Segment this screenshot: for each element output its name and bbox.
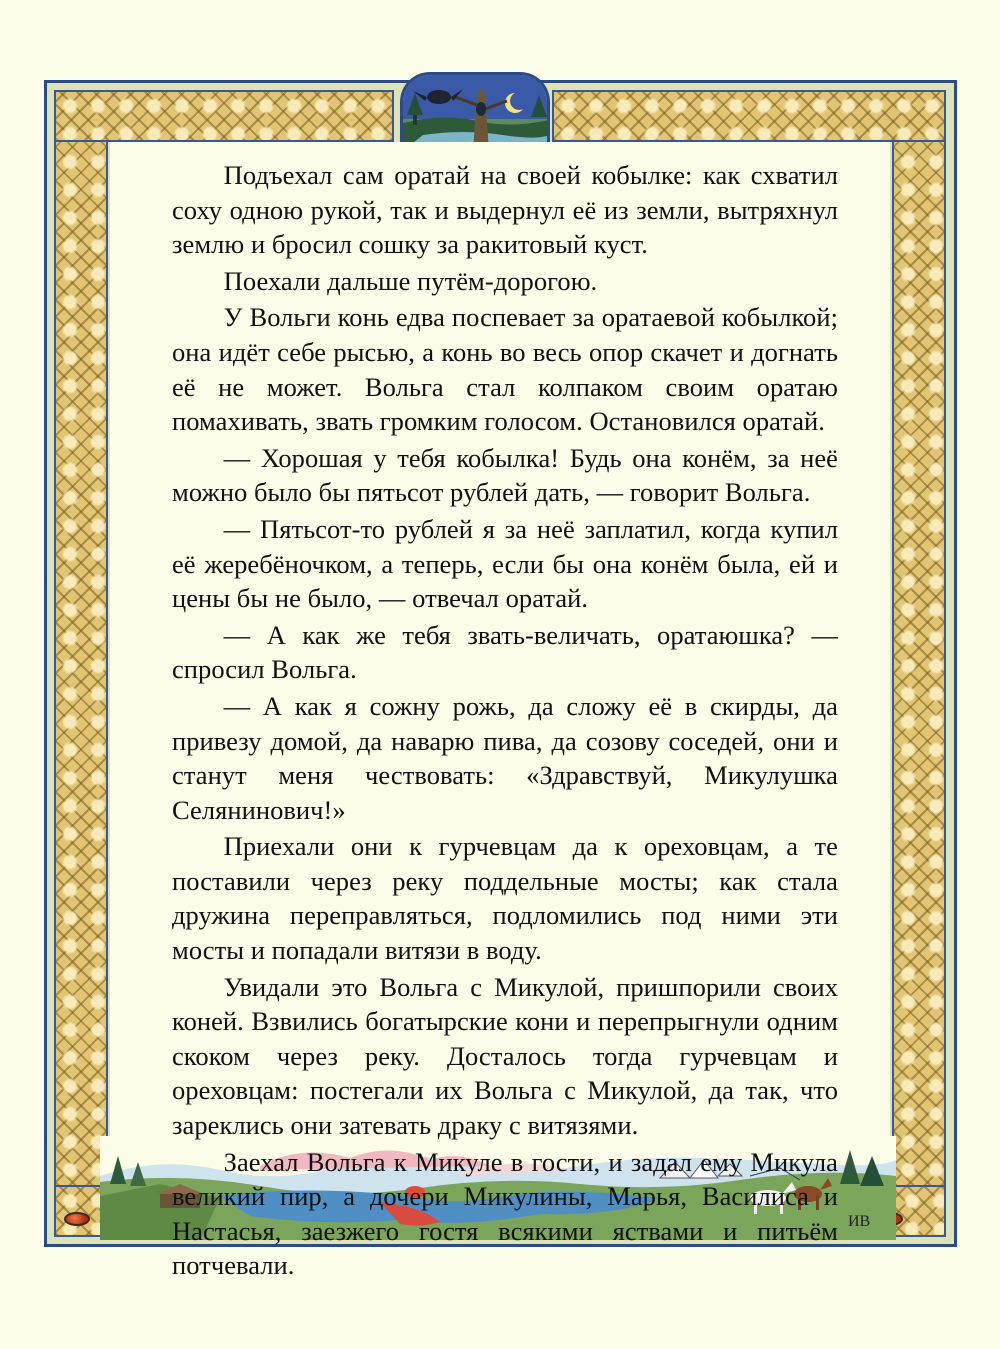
story-text-panel <box>110 142 890 1281</box>
paragraph: У Вольги конь едва поспевает за оратаевой кобылкой; она идёт себе рысью, а конь во весь опор скачет и догнать её не может. Вольга стал колпаком своим оратаю помахивать, звать громким голосом. Остановился оратай. <box>172 302 838 437</box>
signature-monogram: ИВ <box>848 1213 871 1230</box>
paragraph: — Хорошая у тебя кобылка! Будь она конём, за неё можно было бы пятьсот рублей дать, — говорит Вольга. <box>172 442 838 508</box>
paragraph: — А как я сожну рожь, да сложу её в скирды, да привезу домой, да наварю пива, да созову соседей, они и станут меня чествовать: «Здравствуй, Микулушка Селянинович!» <box>172 690 838 825</box>
paragraph: — А как же тебя звать-величать, оратаюшка? — спросил Вольга. <box>172 619 838 685</box>
paragraph: Увидали это Вольга с Микулой, пришпорили своих коней. Взвились богатырские кони и перепрыгнули одним скоком через реку. Досталось тогда гурчевцам и ореховцам: постегали их Вольга с Микулой, да так, что зареклись они затевать драку с витязями. <box>172 971 838 1141</box>
night-scene-owl-moon-icon <box>400 72 550 148</box>
gem-ornament-left-icon <box>64 1212 90 1226</box>
braid-border-top-right <box>552 90 946 142</box>
braid-border-right <box>892 90 946 1237</box>
paragraph: Подъехал сам оратай на своей кобылке: как схватил соху одною рукой, так и выдернул её из земли, вытряхнул землю и бросил сошку за ракитовый куст. <box>172 160 838 260</box>
braid-border-top-left <box>54 90 394 142</box>
paragraph: Заехал Вольга к Микуле в гости, и задал ему Микула великий пир, а дочери Микулины, Марья, Василиса и Настасья, заезжего гостя всякими яствами и питьём потчевали. <box>172 1146 838 1281</box>
paragraph: Поехали дальше путём-дорогою. <box>223 265 598 296</box>
paragraph: Приехали они к гурчевцам да к ореховцам, а те поставили через реку поддельные мосты; как стала дружина переправляться, подломились под ними эти мосты и попадали витязи в воду. <box>172 831 838 966</box>
paragraph: — Пятьсот-то рублей я за неё заплатил, когда купил её жеребёночком, а теперь, если бы она конём была, ей и цены бы не было, — отвечал оратай. <box>172 513 838 614</box>
braid-border-left <box>54 90 108 1237</box>
